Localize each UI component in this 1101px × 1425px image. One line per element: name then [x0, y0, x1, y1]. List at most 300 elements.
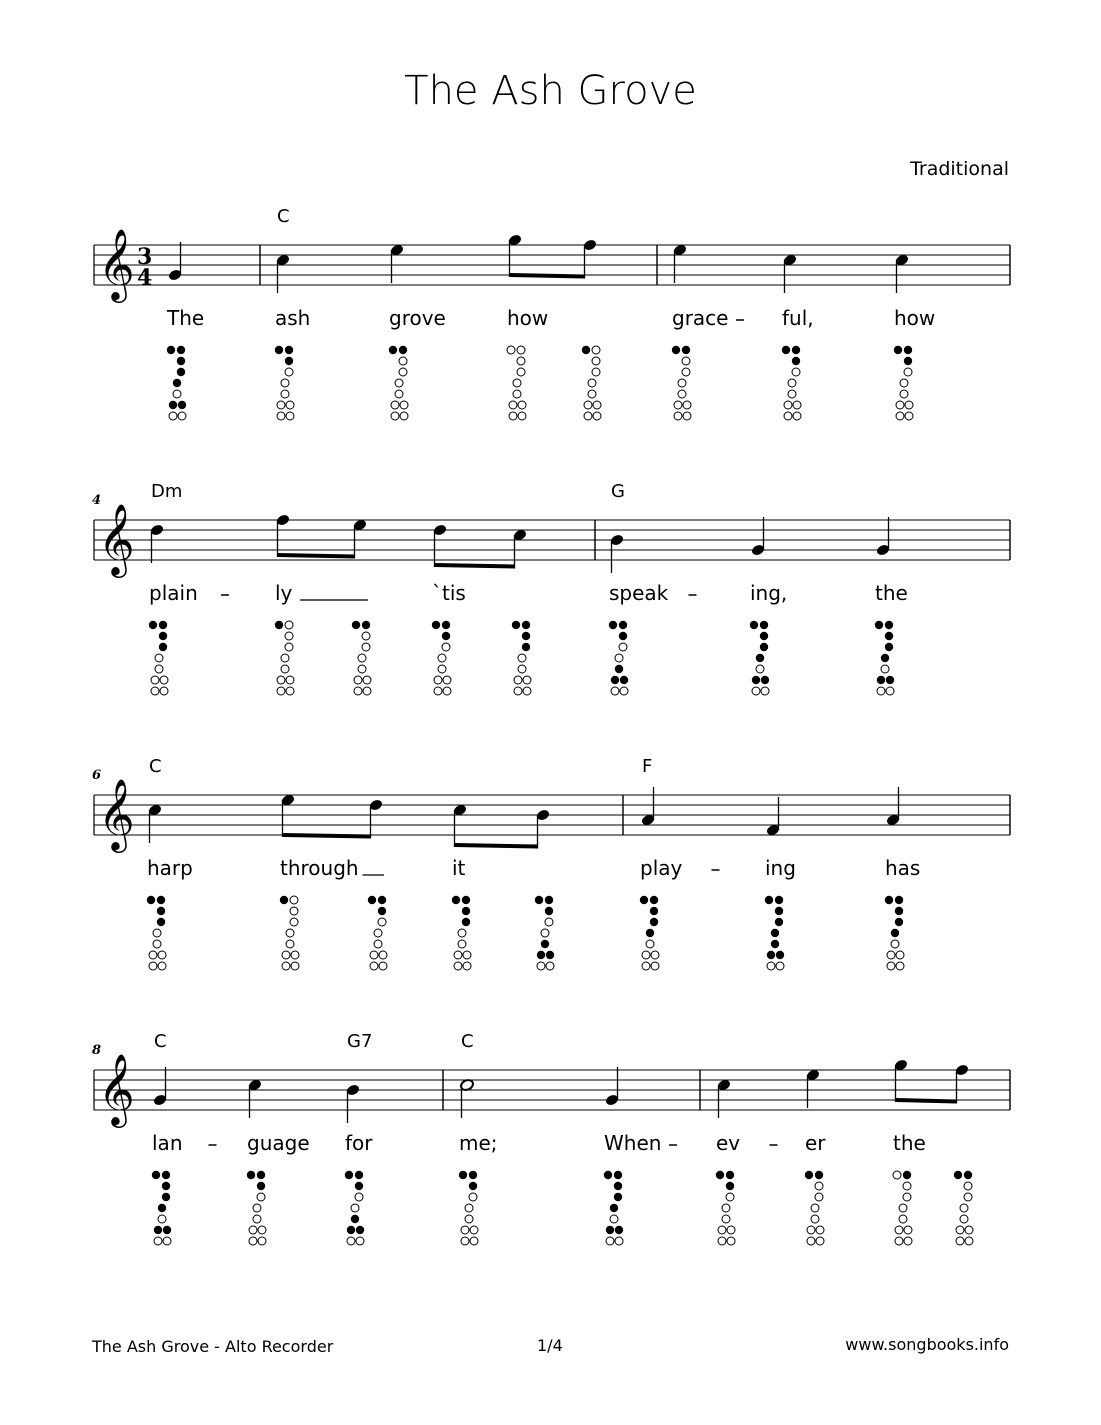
finger-hole	[674, 412, 682, 420]
finger-hole	[620, 687, 628, 695]
finger-hole	[173, 379, 181, 387]
lyric-syllable: grace	[672, 306, 729, 330]
finger-hole	[249, 1226, 257, 1234]
finger-hole	[470, 1226, 478, 1234]
finger-hole	[169, 412, 177, 420]
finger-hole	[811, 1204, 819, 1212]
fingering-chart	[345, 1171, 364, 1245]
finger-hole	[895, 907, 903, 915]
finger-hole	[535, 896, 543, 904]
finger-hole	[752, 687, 760, 695]
finger-hole	[887, 962, 895, 970]
finger-hole	[158, 1215, 166, 1223]
note-beam	[510, 273, 585, 279]
finger-hole	[149, 962, 157, 970]
measure-number: 4	[92, 493, 102, 508]
finger-hole	[615, 1226, 623, 1234]
finger-hole	[509, 401, 517, 409]
finger-hole	[541, 940, 549, 948]
finger-hole	[904, 346, 912, 354]
finger-hole	[257, 1171, 265, 1179]
finger-hole	[611, 676, 619, 684]
finger-hole	[469, 1193, 477, 1201]
finger-hole	[895, 1237, 903, 1245]
finger-hole	[964, 1171, 972, 1179]
finger-hole	[399, 357, 407, 365]
finger-hole	[582, 346, 590, 354]
finger-hole	[281, 665, 289, 673]
lyric-syllable: ash	[275, 306, 311, 330]
lyric-syllable: ly	[275, 581, 293, 605]
finger-hole	[960, 1215, 968, 1223]
finger-hole	[351, 1204, 359, 1212]
lyric-syllable: The	[167, 306, 205, 330]
finger-hole	[517, 357, 525, 365]
finger-hole	[682, 357, 690, 365]
finger-hole	[788, 390, 796, 398]
finger-hole	[159, 632, 167, 640]
fingering-chart	[452, 896, 471, 970]
finger-hole	[965, 1226, 973, 1234]
finger-hole	[517, 368, 525, 376]
finger-hole	[178, 412, 186, 420]
lyric-syllable: how	[894, 306, 936, 330]
finger-hole	[157, 907, 165, 915]
finger-hole	[523, 687, 531, 695]
finger-hole	[619, 643, 627, 651]
finger-hole	[761, 676, 769, 684]
finger-hole	[716, 1171, 724, 1179]
finger-hole	[885, 896, 893, 904]
finger-hole	[546, 962, 554, 970]
finger-hole	[761, 687, 769, 695]
finger-hole	[646, 940, 654, 948]
finger-hole	[434, 676, 442, 684]
fingering-chart	[750, 621, 769, 695]
finger-hole	[903, 1193, 911, 1201]
finger-hole	[904, 368, 912, 376]
finger-hole	[771, 940, 779, 948]
finger-hole	[905, 412, 913, 420]
finger-hole	[358, 654, 366, 662]
finger-hole	[756, 665, 764, 673]
finger-hole	[610, 1215, 618, 1223]
finger-hole	[438, 665, 446, 673]
finger-hole	[291, 962, 299, 970]
fingering-chart	[885, 896, 904, 970]
finger-hole	[281, 379, 289, 387]
finger-hole	[678, 379, 686, 387]
finger-hole	[507, 346, 515, 354]
finger-hole	[545, 896, 553, 904]
finger-hole	[378, 918, 386, 926]
finger-hole	[815, 1182, 823, 1190]
finger-hole	[650, 918, 658, 926]
finger-hole	[881, 654, 889, 662]
lyric-syllable: `tis	[432, 581, 466, 605]
lyric-syllable: play	[640, 856, 683, 880]
finger-hole	[354, 687, 362, 695]
finger-hole	[900, 390, 908, 398]
finger-hole	[784, 401, 792, 409]
fingering-chart	[432, 621, 451, 695]
fingering-chart	[280, 896, 299, 970]
finger-hole	[614, 1182, 622, 1190]
finger-hole	[249, 1237, 257, 1245]
finger-hole	[756, 654, 764, 662]
finger-hole	[792, 368, 800, 376]
finger-hole	[896, 401, 904, 409]
measure-number: 6	[92, 768, 102, 783]
finger-hole	[290, 918, 298, 926]
finger-hole	[891, 940, 899, 948]
fingering-chart	[672, 346, 691, 420]
lyric-syllable: plain	[149, 581, 198, 605]
lyric-syllable: the	[893, 1131, 926, 1155]
finger-hole	[462, 907, 470, 915]
finger-hole	[159, 621, 167, 629]
finger-hole	[767, 962, 775, 970]
finger-hole	[784, 412, 792, 420]
staff-system	[0, 1031, 1101, 1275]
finger-hole	[454, 962, 462, 970]
finger-hole	[163, 1237, 171, 1245]
finger-hole	[651, 962, 659, 970]
finger-hole	[154, 1237, 162, 1245]
treble-clef-icon: 𝄞	[98, 1052, 135, 1125]
chord-symbol: F	[642, 756, 653, 777]
fingering-chart	[604, 1171, 623, 1245]
finger-hole	[775, 918, 783, 926]
finger-hole	[147, 896, 155, 904]
finger-hole	[158, 951, 166, 959]
finger-hole	[253, 1204, 261, 1212]
finger-hole	[258, 1226, 266, 1234]
finger-hole	[904, 357, 912, 365]
finger-hole	[286, 412, 294, 420]
chord-symbol: C	[461, 1031, 474, 1052]
finger-hole	[604, 1171, 612, 1179]
finger-hole	[286, 687, 294, 695]
finger-hole	[400, 401, 408, 409]
finger-hole	[159, 643, 167, 651]
finger-hole	[805, 1171, 813, 1179]
finger-hole	[895, 1226, 903, 1234]
finger-hole	[619, 632, 627, 640]
finger-hole	[674, 401, 682, 409]
finger-hole	[465, 1204, 473, 1212]
lyric-syllable: speak	[609, 581, 669, 605]
finger-hole	[954, 1171, 962, 1179]
finger-hole	[518, 654, 526, 662]
finger-hole	[465, 1215, 473, 1223]
finger-hole	[584, 412, 592, 420]
fingering-chart	[765, 896, 784, 970]
fingering-chart	[147, 896, 166, 970]
finger-hole	[537, 951, 545, 959]
finger-hole	[160, 676, 168, 684]
finger-hole	[514, 687, 522, 695]
finger-hole	[615, 654, 623, 662]
lyric-syllable: er	[805, 1131, 826, 1155]
lyric-syllable: ing	[765, 856, 796, 880]
finger-hole	[362, 621, 370, 629]
finger-hole	[881, 665, 889, 673]
finger-hole	[678, 390, 686, 398]
finger-hole	[592, 357, 600, 365]
finger-hole	[964, 1182, 972, 1190]
finger-hole	[370, 951, 378, 959]
fingering-chart	[875, 621, 894, 695]
finger-hole	[368, 896, 376, 904]
finger-hole	[378, 896, 386, 904]
lyric-syllable: the	[875, 581, 908, 605]
fingering-chart	[149, 621, 168, 695]
finger-hole	[345, 1171, 353, 1179]
fingering-chart	[609, 621, 628, 695]
finger-hole	[513, 379, 521, 387]
finger-hole	[356, 1237, 364, 1245]
finger-hole	[509, 412, 517, 420]
finger-hole	[793, 412, 801, 420]
fingering-chart	[805, 1171, 824, 1245]
finger-hole	[522, 643, 530, 651]
finger-hole	[356, 1226, 364, 1234]
finger-hole	[355, 1193, 363, 1201]
finger-hole	[347, 1226, 355, 1234]
finger-hole	[442, 643, 450, 651]
finger-hole	[282, 951, 290, 959]
finger-hole	[151, 676, 159, 684]
finger-hole	[775, 907, 783, 915]
finger-hole	[776, 962, 784, 970]
finger-hole	[893, 1171, 901, 1179]
finger-hole	[760, 621, 768, 629]
finger-hole	[614, 1193, 622, 1201]
finger-hole	[363, 676, 371, 684]
lyric-syllable: ful,	[782, 306, 814, 330]
finger-hole	[816, 1226, 824, 1234]
finger-hole	[177, 357, 185, 365]
fingering-chart	[167, 346, 186, 420]
finger-hole	[903, 1171, 911, 1179]
staff-system	[0, 481, 1101, 725]
finger-hole	[606, 1237, 614, 1245]
lyric-syllable: how	[507, 306, 549, 330]
finger-hole	[896, 962, 904, 970]
finger-hole	[291, 951, 299, 959]
finger-hole	[815, 1193, 823, 1201]
finger-hole	[541, 929, 549, 937]
finger-hole	[395, 379, 403, 387]
finger-hole	[286, 940, 294, 948]
finger-hole	[877, 687, 885, 695]
finger-hole	[619, 621, 627, 629]
finger-hole	[177, 346, 185, 354]
lyric-syllable: lan	[152, 1131, 183, 1155]
finger-hole	[903, 1182, 911, 1190]
finger-hole	[281, 654, 289, 662]
fingering-chart	[247, 1171, 266, 1245]
treble-clef-icon: 𝄞	[98, 502, 135, 575]
finger-hole	[469, 1171, 477, 1179]
finger-hole	[964, 1193, 972, 1201]
finger-hole	[815, 1171, 823, 1179]
finger-hole	[452, 896, 460, 904]
finger-hole	[877, 676, 885, 684]
finger-hole	[615, 665, 623, 673]
finger-hole	[154, 1226, 162, 1234]
finger-hole	[285, 643, 293, 651]
finger-hole	[277, 687, 285, 695]
finger-hole	[290, 907, 298, 915]
finger-hole	[956, 1226, 964, 1234]
finger-hole	[886, 676, 894, 684]
finger-hole	[247, 1171, 255, 1179]
lyric-syllable: ev	[716, 1131, 741, 1155]
lyric-syllable: me;	[459, 1131, 498, 1155]
finger-hole	[816, 1237, 824, 1245]
finger-hole	[463, 962, 471, 970]
finger-hole	[905, 401, 913, 409]
finger-hole	[355, 1182, 363, 1190]
finger-hole	[776, 951, 784, 959]
fingering-chart	[894, 346, 913, 420]
finger-hole	[354, 676, 362, 684]
fingering-chart	[389, 346, 408, 420]
time-signature-top: 3	[137, 244, 153, 270]
finger-hole	[752, 676, 760, 684]
finger-hole	[885, 643, 893, 651]
finger-hole	[153, 940, 161, 948]
finger-hole	[379, 962, 387, 970]
finger-hole	[606, 1226, 614, 1234]
footer-title: The Ash Grove - Alto Recorder	[92, 1337, 334, 1356]
finger-hole	[537, 962, 545, 970]
lyric-syllable: has	[885, 856, 921, 880]
fingering-chart	[152, 1171, 171, 1245]
song-title: The Ash Grove	[404, 68, 697, 114]
fingering-chart	[582, 346, 601, 420]
finger-hole	[683, 412, 691, 420]
finger-hole	[253, 1215, 261, 1223]
finger-hole	[351, 1215, 359, 1223]
finger-hole	[399, 346, 407, 354]
finger-hole	[904, 1237, 912, 1245]
finger-hole	[463, 951, 471, 959]
finger-hole	[454, 951, 462, 959]
composer-credit: Traditional	[910, 158, 1009, 180]
finger-hole	[588, 379, 596, 387]
finger-hole	[727, 1237, 735, 1245]
finger-hole	[434, 687, 442, 695]
finger-hole	[726, 1171, 734, 1179]
finger-hole	[155, 665, 163, 673]
finger-hole	[718, 1226, 726, 1234]
note-beam	[283, 833, 371, 839]
finger-hole	[672, 346, 680, 354]
finger-hole	[615, 1237, 623, 1245]
finger-hole	[722, 1215, 730, 1223]
note-beam	[896, 1098, 957, 1104]
finger-hole	[807, 1226, 815, 1234]
finger-hole	[275, 621, 283, 629]
staff-system	[0, 756, 1101, 1000]
finger-hole	[280, 896, 288, 904]
finger-hole	[894, 346, 902, 354]
finger-hole	[285, 621, 293, 629]
finger-hole	[355, 1171, 363, 1179]
finger-hole	[461, 1226, 469, 1234]
finger-hole	[275, 346, 283, 354]
chord-symbol: Dm	[151, 481, 183, 502]
finger-hole	[767, 951, 775, 959]
staff-system	[0, 206, 1101, 450]
finger-hole	[956, 1237, 964, 1245]
finger-hole	[469, 1182, 477, 1190]
finger-hole	[518, 412, 526, 420]
lyric-syllable: for	[345, 1131, 373, 1155]
finger-hole	[160, 687, 168, 695]
fingering-chart	[640, 896, 659, 970]
finger-hole	[374, 929, 382, 937]
finger-hole	[162, 1182, 170, 1190]
finger-hole	[362, 632, 370, 640]
finger-hole	[965, 1237, 973, 1245]
finger-hole	[760, 632, 768, 640]
finger-hole	[546, 951, 554, 959]
finger-hole	[875, 621, 883, 629]
finger-hole	[885, 621, 893, 629]
fingering-chart	[893, 1171, 912, 1245]
finger-hole	[158, 962, 166, 970]
staff-svg	[0, 1035, 1101, 1275]
finger-hole	[151, 687, 159, 695]
finger-hole	[152, 1171, 160, 1179]
fingering-chart	[954, 1171, 973, 1245]
staff-svg	[0, 210, 1101, 450]
finger-hole	[896, 412, 904, 420]
finger-hole	[899, 1215, 907, 1223]
finger-hole	[462, 918, 470, 926]
lyric-syllable: When	[604, 1131, 662, 1155]
finger-hole	[895, 918, 903, 926]
finger-hole	[722, 1204, 730, 1212]
finger-hole	[167, 346, 175, 354]
finger-hole	[611, 687, 619, 695]
finger-hole	[163, 1226, 171, 1234]
finger-hole	[887, 951, 895, 959]
finger-hole	[149, 951, 157, 959]
finger-hole	[651, 951, 659, 959]
finger-hole	[442, 632, 450, 640]
lyric-syllable: grove	[389, 306, 446, 330]
fingering-chart	[368, 896, 387, 970]
fingering-chart	[512, 621, 531, 695]
staff-svg	[0, 760, 1101, 1000]
finger-hole	[286, 929, 294, 937]
finger-hole	[885, 632, 893, 640]
finger-hole	[290, 896, 298, 904]
finger-hole	[352, 621, 360, 629]
finger-hole	[765, 896, 773, 904]
finger-hole	[899, 1204, 907, 1212]
finger-hole	[277, 401, 285, 409]
finger-hole	[285, 357, 293, 365]
finger-hole	[282, 962, 290, 970]
finger-hole	[760, 643, 768, 651]
fingering-chart	[535, 896, 554, 970]
